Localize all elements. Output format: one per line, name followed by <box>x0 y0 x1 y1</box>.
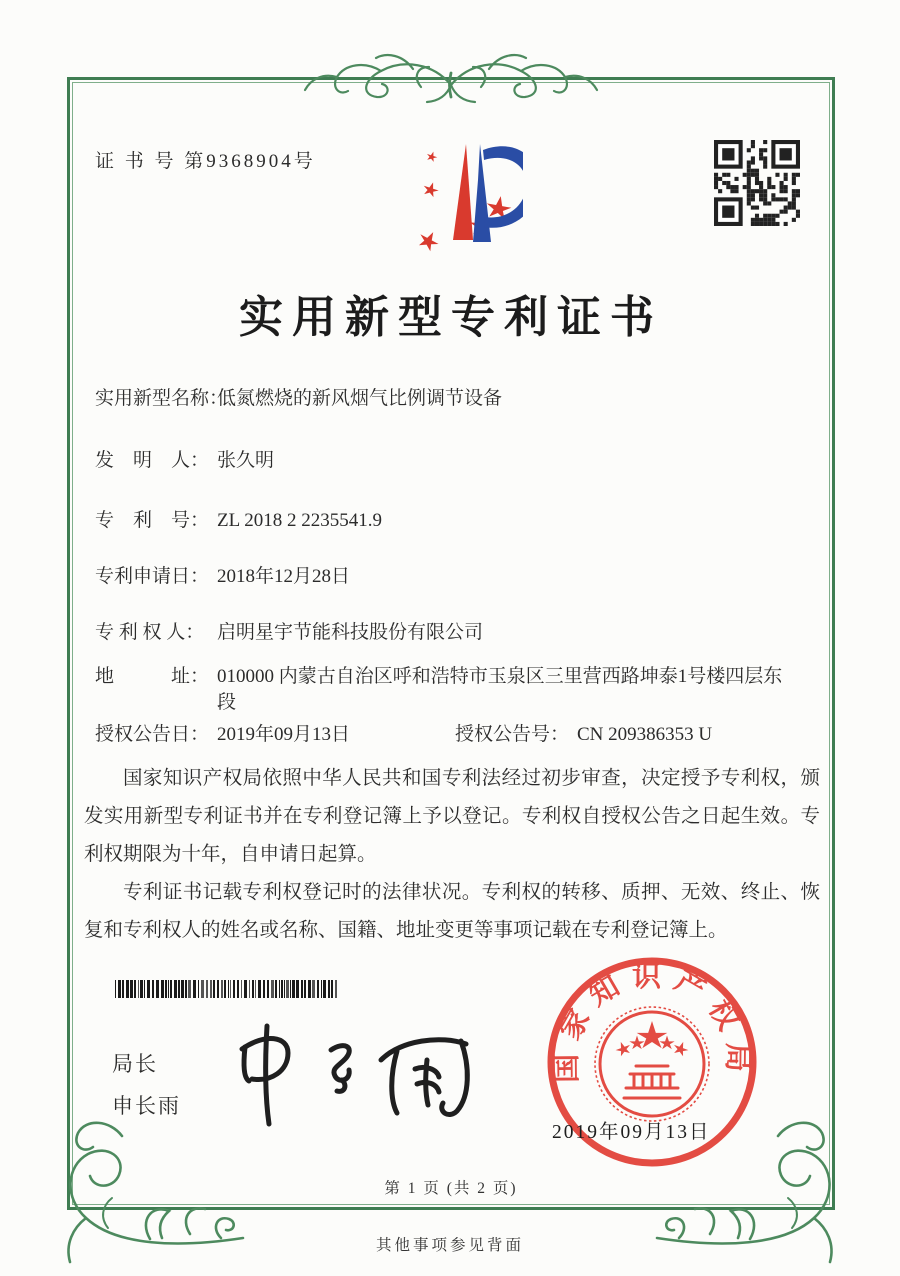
seal-agency-text: 国家知识产权局 <box>550 960 754 1084</box>
officer-name: 申长雨 <box>112 1094 181 1118</box>
field-inventor <box>95 448 789 474</box>
field-label: 实用新型名称： <box>95 388 229 409</box>
field-grant-row <box>95 722 712 748</box>
field-grant-date <box>95 722 455 748</box>
officer-title: 局长 <box>112 1052 158 1076</box>
legal-paragraph-1: 国家知识产权局依照中华人民共和国专利法经过初步审查，决定授予专利权，颁发实用新型专利证书并在专利登记簿上予以登记。专利权自授权公告之日起生效。专利权期限为十年，自申请日起算。 <box>84 768 820 865</box>
field-label: 发 明 人： <box>95 450 210 471</box>
commissioner-signature-icon <box>225 1020 480 1130</box>
cnipa-logo-icon <box>383 130 523 268</box>
qr-code-icon <box>714 140 800 226</box>
seal-date: 2019年09月13日 <box>552 1122 711 1143</box>
field-patentee <box>95 620 789 646</box>
field-label: 专利申请日： <box>95 566 210 587</box>
barcode-icon <box>115 980 341 998</box>
page-number: 第 1 页 (共 2 页) <box>384 1180 518 1197</box>
back-side-note: 其他事项参见背面 <box>375 1237 524 1254</box>
field-filing-date <box>95 564 789 590</box>
field-value: ZL 2018 2 2235541.9 <box>217 510 383 531</box>
field-value: 2019年09月13日 <box>217 724 351 745</box>
field-label: 地 址： <box>95 666 210 687</box>
field-value: 低氮燃烧的新风烟气比例调节设备 <box>217 388 503 409</box>
field-value: 010000 内蒙古自治区呼和浩特市玉泉区三里营西路坤泰1号楼四层东段 <box>217 666 783 713</box>
field-label: 专 利 权 人： <box>95 622 205 643</box>
certificate-title: 实用新型专利证书 <box>239 293 663 342</box>
field-utility-model-name <box>95 386 789 412</box>
field-patent-number <box>95 508 789 534</box>
field-value: 张久明 <box>217 450 275 471</box>
legal-paragraph-2: 专利证书记载专利权登记时的法律状况。专利权的转移、质押、无效、终止、恢复和专利权人的姓名或名称、国籍、地址变更等事项记载在专利登记簿上。 <box>84 882 820 941</box>
field-label: 授权公告日： <box>95 724 210 745</box>
certificate-number: 证 书 号 第9368904号 <box>95 151 316 172</box>
legal-text-block <box>84 760 820 950</box>
field-value: CN 209386353 U <box>577 724 713 745</box>
field-grant-number <box>455 722 712 748</box>
field-label: 授权公告号： <box>455 724 570 745</box>
field-address <box>95 664 789 716</box>
field-value: 启明星宇节能科技股份有限公司 <box>217 622 484 643</box>
field-value: 2018年12月28日 <box>217 566 351 587</box>
field-label: 专 利 号： <box>95 510 210 531</box>
